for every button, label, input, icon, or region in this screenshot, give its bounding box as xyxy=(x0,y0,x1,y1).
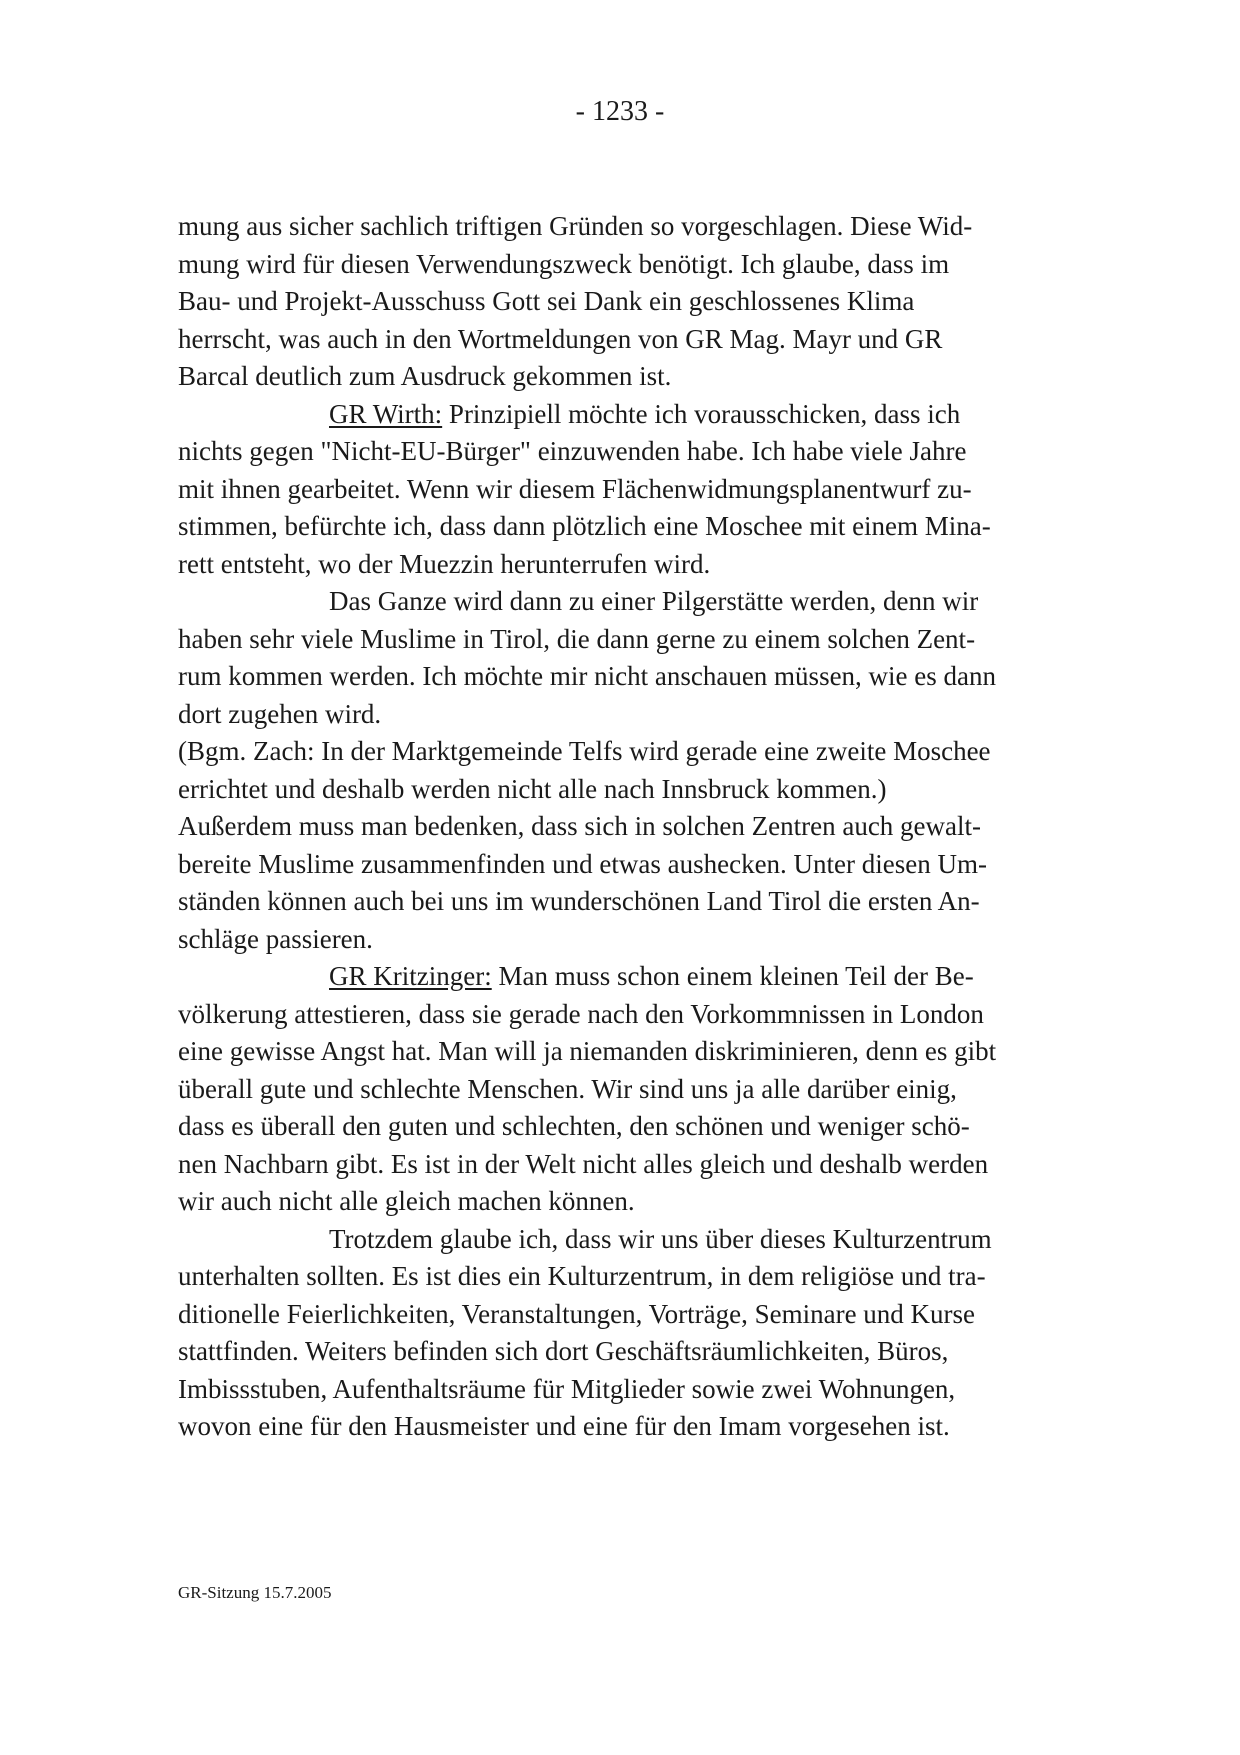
text-line: Trotzdem glaube ich, dass wir uns über dieses Kulturzentrum xyxy=(329,1223,992,1254)
paragraph xyxy=(178,208,1078,396)
interjection xyxy=(178,733,1078,808)
text-line: wovon eine für den Hausmeister und eine für den Imam vorgesehen ist. xyxy=(178,1411,950,1441)
text-fragment: Prinzipiell möchte ich vorausschicken, dass ich xyxy=(442,398,961,429)
text-line: mit ihnen gearbeitet. Wenn wir diesem Flächenwidmungsplanentwurf zu- xyxy=(178,473,972,504)
text-line xyxy=(178,396,1078,434)
text-line: mung wird für diesen Verwendungszweck benötigt. Ich glaube, dass im xyxy=(178,248,950,279)
paragraph xyxy=(178,583,1078,733)
text-line: bereite Muslime zusammenfinden und etwas aushecken. Unter diesen Um- xyxy=(178,848,987,879)
text-line: ständen können auch bei uns im wunderschönen Land Tirol die ersten An- xyxy=(178,886,980,916)
speaker-name: GR Wirth: xyxy=(329,398,443,429)
page-number: - 1233 - xyxy=(575,96,665,127)
text-line: überall gute und schlechte Menschen. Wir sind uns ja alle darüber einig, xyxy=(178,1073,957,1104)
text-line: (Bgm. Zach: In der Marktgemeinde Telfs wird gerade eine zweite Moschee xyxy=(178,736,991,766)
text-line: völkerung attestieren, dass sie gerade nach den Vorkommnissen in London xyxy=(178,998,984,1029)
text-line: eine gewisse Angst hat. Man will ja niemanden diskriminieren, denn es gibt xyxy=(178,1036,997,1066)
text-line: mung aus sicher sachlich triftigen Gründen so vorgeschlagen. Diese Wid- xyxy=(178,211,973,241)
text-fragment: Man muss schon einem kleinen Teil der Be- xyxy=(491,961,974,991)
text-line: Bau- und Projekt-Ausschuss Gott sei Dank ein geschlossenes Klima xyxy=(178,286,915,316)
text-line: stimmen, befürchte ich, dass dann plötzlich eine Moschee mit einem Mina- xyxy=(178,511,991,541)
text-line: ditionelle Feierlichkeiten, Veranstaltungen, Vorträge, Seminare und Kurse xyxy=(178,1298,976,1329)
paragraph xyxy=(178,808,1078,958)
text-line: Imbissstuben, Aufenthaltsräume für Mitglieder sowie zwei Wohnungen, xyxy=(178,1373,956,1404)
text-line: dort zugehen wird. xyxy=(178,698,382,729)
speech-gr-kritzinger xyxy=(178,958,1078,1221)
text-line: nen Nachbarn gibt. Es ist in der Welt nicht alles gleich und deshalb werden xyxy=(178,1148,989,1179)
text-line: herrscht, was auch in den Wortmeldungen von GR Mag. Mayr und GR xyxy=(178,323,943,354)
text-line: errichtet und deshalb werden nicht alle nach Innsbruck kommen.) xyxy=(178,773,887,804)
text-line: stattfinden. Weiters befinden sich dort Geschäftsräumlichkeiten, Büros, xyxy=(178,1336,949,1366)
text-line: rett entsteht, wo der Muezzin herunterrufen wird. xyxy=(178,548,711,579)
text-line: Das Ganze wird dann zu einer Pilgerstätte werden, denn wir xyxy=(329,586,979,616)
text-line: rum kommen werden. Ich möchte mir nicht anschauen müssen, wie es dann xyxy=(178,661,997,691)
text-line xyxy=(178,958,1078,996)
text-line: haben sehr viele Muslime in Tirol, die dann gerne zu einem solchen Zent- xyxy=(178,623,976,654)
text-line: Barcal deutlich zum Ausdruck gekommen ist. xyxy=(178,361,672,391)
text-line: Außerdem muss man bedenken, dass sich in solchen Zentren auch gewalt- xyxy=(178,811,982,841)
paragraph xyxy=(178,1221,1078,1446)
speaker-name: GR Kritzinger: xyxy=(329,961,492,991)
document-body xyxy=(178,208,1078,1446)
speech-gr-wirth xyxy=(178,396,1078,584)
text-line: dass es überall den guten und schlechten, den schönen und weniger schö- xyxy=(178,1111,970,1141)
footer-session-date: GR-Sitzung 15.7.2005 xyxy=(178,1583,332,1602)
text-line: schläge passieren. xyxy=(178,923,373,954)
text-line: wir auch nicht alle gleich machen können. xyxy=(178,1186,635,1216)
text-line: unterhalten sollten. Es ist dies ein Kulturzentrum, in dem religiöse und tra- xyxy=(178,1261,986,1291)
text-line: nichts gegen "Nicht-EU-Bürger" einzuwenden habe. Ich habe viele Jahre xyxy=(178,436,967,466)
